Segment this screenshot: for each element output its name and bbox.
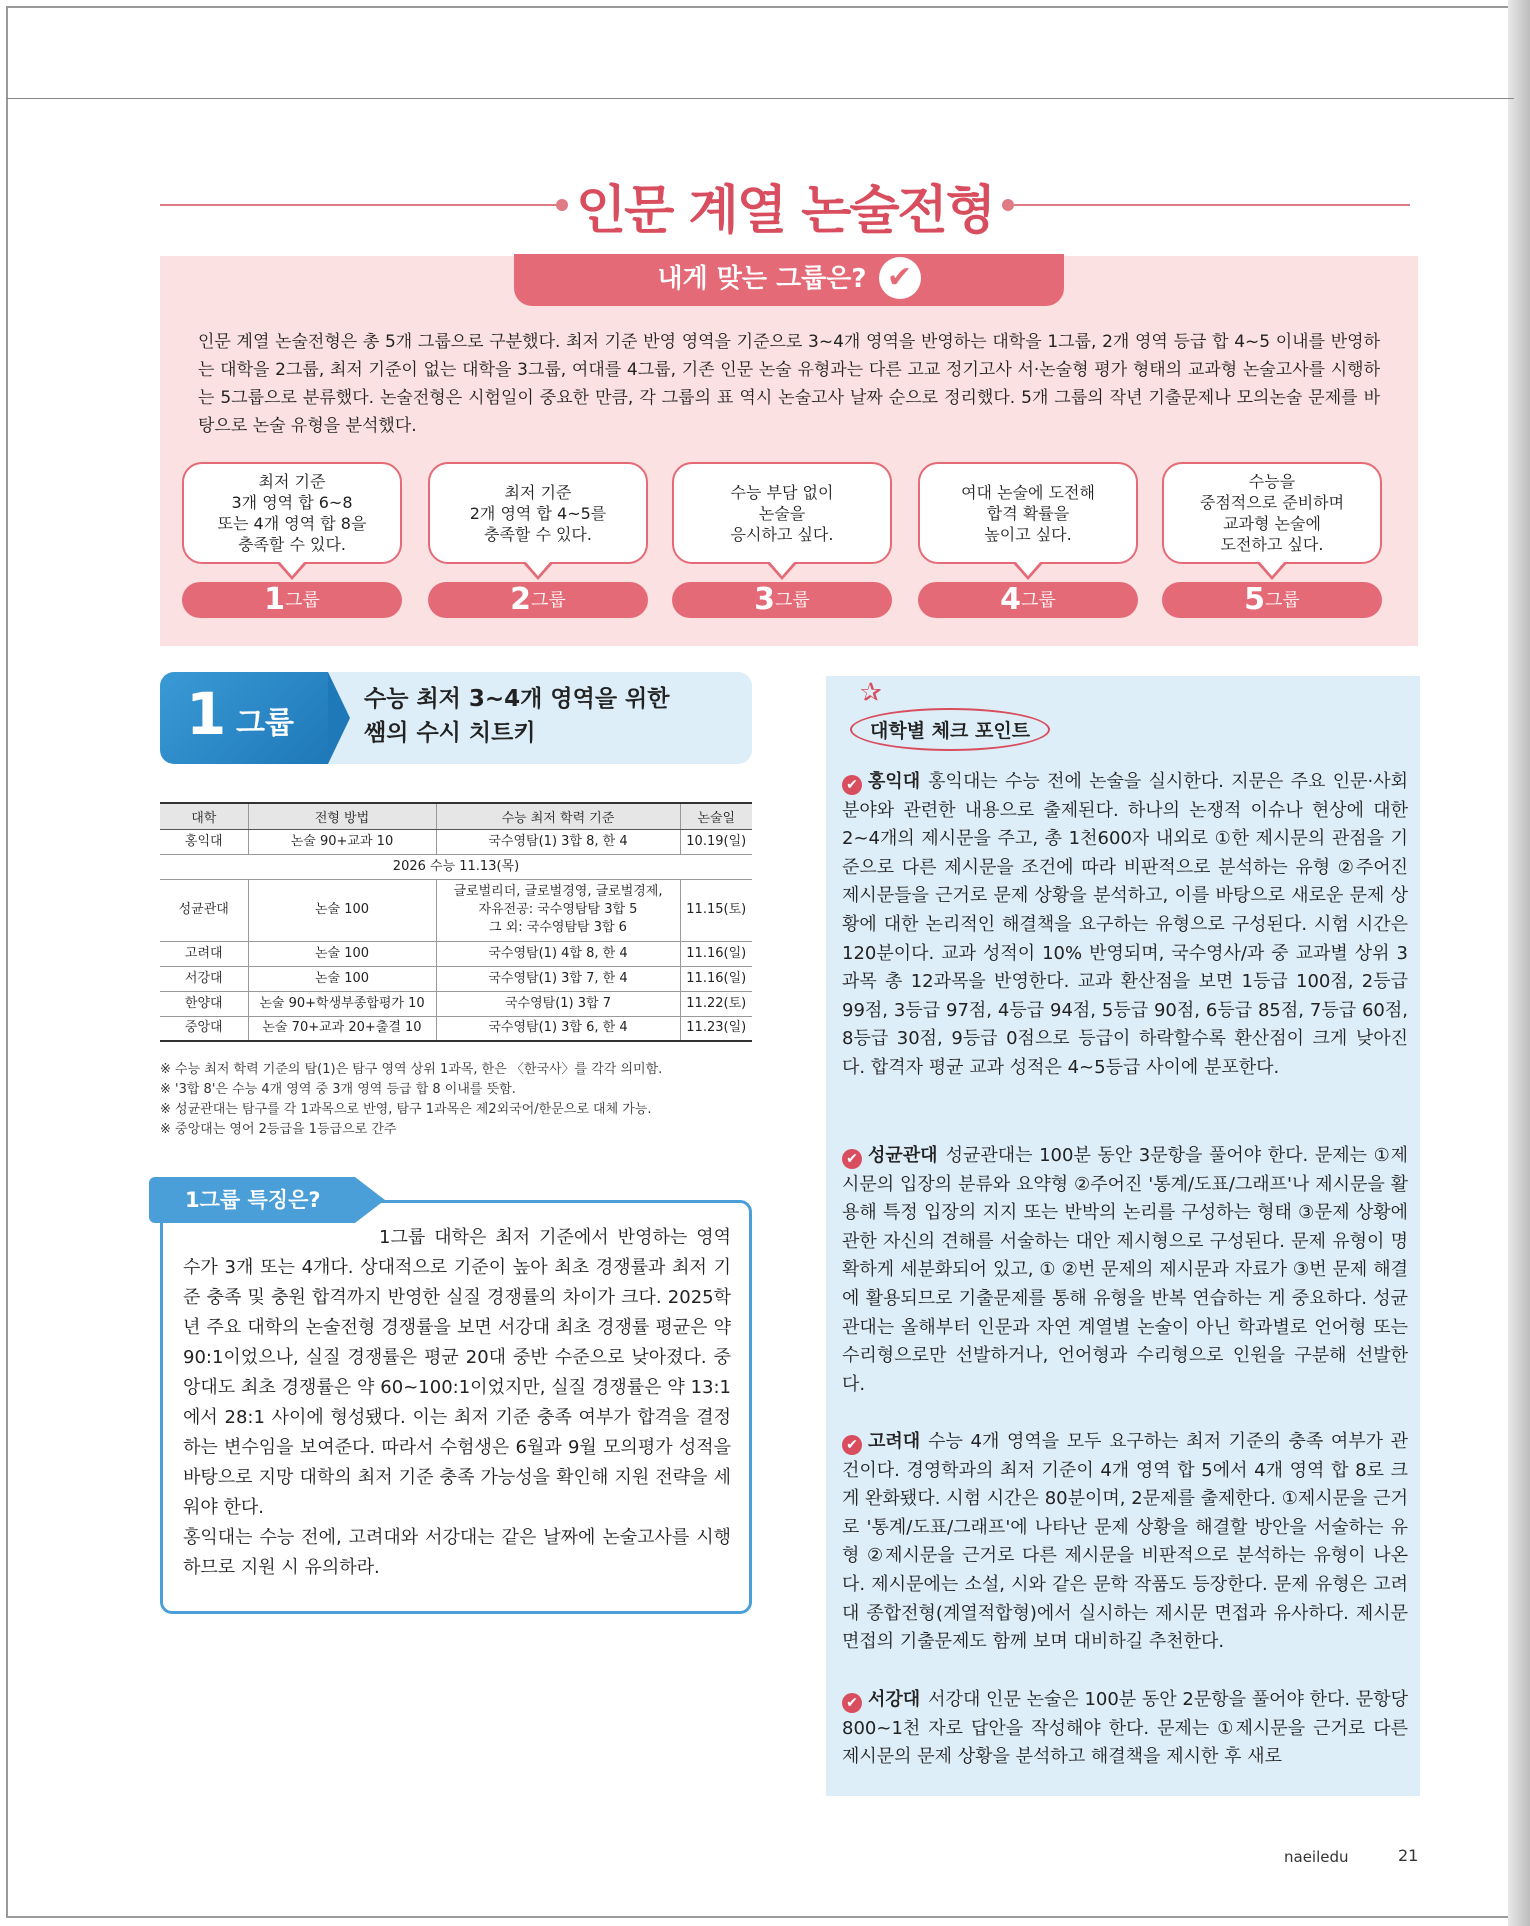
group-number: 4 (1000, 582, 1022, 617)
group-desc: 최저 기준 2개 영역 합 4~5를 충족할 수 있다. (469, 482, 607, 544)
bubble-tail-inner (1259, 561, 1285, 576)
page-number: 21 (1398, 1846, 1419, 1865)
criteria-line: 그 외: 국수영탐탐 3합 6 (489, 920, 627, 935)
group1-word: 그룹 (236, 706, 294, 741)
group-bubble (182, 462, 402, 564)
group-label (918, 582, 1138, 618)
checkpoint-skku (842, 1142, 1408, 1399)
page-edge-shadow (1508, 0, 1530, 1926)
group-label (428, 582, 648, 618)
check-icon: ✔ (842, 1693, 862, 1713)
checkpoint-hongik (842, 768, 1408, 1083)
group-card-3 (672, 462, 892, 618)
table-cell: 논술 100 (248, 966, 436, 991)
group-suffix: 그룹 (531, 590, 566, 611)
intro-text: 인문 계열 논술전형은 총 5개 그룹으로 구분했다. 최저 기준 반영 영역을 기준으로 3~4개 영역을 반영하는 대학을 1그룹, 2개 영역 등급 합 4~5 이내를 반영하는 대학을 2그룹, 최저 기준이 없는 대학을 3그룹, 여대를 4그룹, 기존 인문 논술 유형과는 다른 고교 정기고사 서·논술형 평가 형태의 교과형 논술고사를 시행하는 5그룹으로 분류했다. 논술전형은 시험일이 중요한 만큼, 각 그룹의 표 역시 논술고사 날짜 순으로 정리했다. 5개 그룹의 작년 기출문제나 모의논술 문제를 바탕으로 논술 유형을 분석했다. (198, 332, 1380, 436)
group1-header (160, 672, 752, 764)
table-header: 수능 최저 학력 기준 (436, 803, 680, 829)
table-header: 대학 (160, 803, 248, 829)
table-cell: 논술 70+교과 20+출결 10 (248, 1016, 436, 1041)
table-row (160, 966, 752, 991)
group-desc: 최저 기준 3개 영역 합 6~8 또는 4개 영역 합 8을 충족할 수 있다. (217, 472, 367, 554)
table-cell: 중앙대 (160, 1016, 248, 1041)
group-desc: 수능을 중점적으로 준비하며 교과형 논술에 도전하고 싶다. (1199, 472, 1345, 554)
checkpoint-title: 대학별 체크 포인트 (850, 708, 1050, 751)
bubble-tail-inner (279, 561, 305, 576)
table-cell: 11.23(일) (680, 1016, 752, 1041)
note-line: ※ 성균관대는 탐구를 각 1과목으로 반영, 탐구 1과목은 제2외국어/한문으로 대체 가능. (160, 1102, 652, 1117)
group-bubble (428, 462, 648, 564)
group-bubble (672, 462, 892, 564)
group-suffix: 그룹 (1265, 590, 1300, 611)
table-cell: 국수영탐(1) 3합 7 (436, 991, 680, 1016)
table-cell: 논술 100 (248, 941, 436, 966)
title-row (160, 168, 1410, 241)
group-label (672, 582, 892, 618)
criteria-line: 글로벌리더, 글로벌경영, 글로벌경제, (453, 884, 663, 899)
university-table (160, 802, 752, 1042)
check-icon: ✔ (842, 775, 862, 795)
checkpoint-text: 성균관대는 100분 동안 3문항을 풀어야 한다. 문제는 ①제시문의 입장의 분류와 요약형 ②주어진 '통계/도표/그래프'나 제시문을 활용해 특정 입장의 지지 또는 반박의 논리를 구성하는 형태 ③문제 상황에 관한 자신의 견해를 서술하는 대안 제시형으로 구성된다. 문제 유형이 명확하게 세분화되어 있고, ① ②번 문제의 제시문과 자료가 ③번 문제 해결에 활용되므로 기출문제를 통해 유형을 반복 연습하는 게 중요하다. 성균관대는 올해부터 인문과 자연 계열별 논술이 아닌 학과별로 언어형 또는 수리형으로만 선발하거나, 언어형과 수리형으로 인원을 구분해 선발한다. (842, 1145, 1408, 1395)
note-line: ※ 수능 최저 학력 기준의 탐(1)은 탐구 영역 상위 1과목, 한은 〈한국사〉를 각각 의미함. (160, 1062, 663, 1077)
star-icon: ✰ (860, 678, 882, 708)
group-card-2 (428, 462, 648, 618)
note-line: ※ 중앙대는 영어 2등급을 1등급으로 간주 (160, 1122, 397, 1137)
table-row (160, 829, 752, 854)
group-number: 3 (754, 582, 776, 617)
feature-paragraph-2: 홍익대는 수능 전에, 고려대와 서강대는 같은 날짜에 논술고사를 시행하므로 지원 시 유의하라. (183, 1527, 731, 1578)
table-cell: 10.19(일) (680, 829, 752, 854)
group1-headline-line2: 쌤의 수시 치트키 (364, 720, 536, 746)
table-cell: 성균관대 (160, 879, 248, 941)
table-row (160, 991, 752, 1016)
group1-headline (328, 672, 752, 764)
table-cell: 논술 90+교과 10 (248, 829, 436, 854)
feature-tab: 1그룹 특징은? (149, 1177, 355, 1223)
group-number: 5 (1244, 582, 1266, 617)
feature-text (183, 1223, 731, 1583)
group-suffix: 그룹 (1021, 590, 1056, 611)
intro-box (160, 256, 1418, 646)
group-suffix: 그룹 (775, 590, 810, 611)
checkpoint-university: 홍익대 (868, 771, 921, 792)
group-bubble (1162, 462, 1382, 564)
intro-tab (514, 254, 1064, 306)
table-header: 논술일 (680, 803, 752, 829)
check-icon: ✔ (842, 1149, 862, 1169)
title-line-right (1010, 204, 1410, 206)
table-row (160, 941, 752, 966)
page-title: 인문 계열 논술전형 (575, 181, 995, 241)
checkpoint-text: 홍익대는 수능 전에 논술을 실시한다. 지문은 주요 인문·사회 분야와 관련한 내용으로 출제된다. 하나의 논쟁적 이슈나 현상에 대한 2~4개의 제시문을 주고, 총 1천600자 내외로 ①한 제시문의 관점을 기준으로 다른 제시문을 조건에 따라 비판적으로 분석하는 유형 ②주어진 제시문들을 근거로 문제 상황을 분석하고, 이를 바탕으로 새로운 문제 상황에 대한 논리적인 해결책을 요구하는 유형으로 구성된다. 시험 시간은 120분이다. 교과 성적이 10% 반영되며, 국수영사/과 중 교과별 상위 3과목 총 12과목을 반영한다. 교과 환산점을 보면 1등급 100점, 2등급 99점, 3등급 97점, 4등급 94점, 5등급 90점, 6등급 85점, 7등급 60점, 8등급 30점, 9등급 0점으로 등급이 하락할수록 환산점이 크게 낮아진다. 합격자 평균 교과 성적은 4~5등급 사이에 분포한다. (842, 771, 1408, 1078)
table-cell: 11.22(토) (680, 991, 752, 1016)
table-row (160, 879, 752, 941)
footer-brand: naeiledu (1284, 1848, 1349, 1866)
group1-badge (160, 672, 328, 764)
bubble-tail-inner (1015, 561, 1041, 576)
group-label (182, 582, 402, 618)
table-cell: 고려대 (160, 941, 248, 966)
table-cell: 11.16(일) (680, 941, 752, 966)
group-desc: 여대 논술에 도전해 합격 확률을 높이고 싶다. (961, 482, 1095, 544)
checkpoint-text: 서강대 인문 논술은 100분 동안 2문항을 풀어야 한다. 문항당 800~1천 자로 답안을 작성해야 한다. 문제는 ①제시문을 근거로 다른 제시문의 문제 상황을 분석하고 해결책을 제시한 후 새로 (842, 1689, 1409, 1768)
bubble-tail-inner (769, 561, 795, 576)
group-number: 2 (510, 582, 532, 617)
group-bubble (918, 462, 1138, 564)
group1-number: 1 (186, 680, 227, 748)
table-cell: 국수영탐(1) 3합 7, 한 4 (436, 966, 680, 991)
check-icon: ✔ (842, 1435, 862, 1455)
table-cell: 홍익대 (160, 829, 248, 854)
checkpoint-university: 고려대 (868, 1431, 921, 1452)
table-cell: 한양대 (160, 991, 248, 1016)
group-card-5 (1162, 462, 1382, 618)
table-notes (160, 1060, 760, 1140)
table-header: 전형 방법 (248, 803, 436, 829)
table-cell: 11.15(토) (680, 879, 752, 941)
intro-tab-label: 내게 맞는 그룹은? (657, 264, 867, 294)
note-line: ※ '3합 8'은 수능 4개 영역 중 3개 영역 등급 합 8 이내를 뜻함. (160, 1082, 516, 1097)
table-cell: 서강대 (160, 966, 248, 991)
table-header-row (160, 803, 752, 829)
group-card-4 (918, 462, 1138, 618)
table-cell: 국수영탐(1) 3합 8, 한 4 (436, 829, 680, 854)
checkpoint-text: 수능 4개 영역을 모두 요구하는 최저 기준의 충족 여부가 관건이다. 경영학과의 최저 기준이 4개 영역 합 5에서 4개 영역 합 8로 크게 완화됐다. 시험 시간은 80분이며, 2문제를 출제한다. ①제시문을 근거로 '통계/도표/그래프'에 나타난 문제 상황을 해결할 방안을 서술하는 유형 ②제시문을 근거로 다른 제시문을 비판적으로 분석하는 유형이 나온다. 제시문에는 소설, 시와 같은 문학 작품도 등장한다. 문제 유형은 고려대 종합전형(계열적합형)에서 실시하는 제시문 면접과 유사하다. 제시문 면접의 기출문제도 함께 보며 대비하길 추천한다. (842, 1431, 1408, 1653)
table-cell: 논술 100 (248, 879, 436, 941)
check-circle-icon: ✔ (879, 257, 921, 299)
group-card-1 (182, 462, 402, 618)
feature-paragraph-1: 1그룹 대학은 최저 기준에서 반영하는 영역 수가 3개 또는 4개다. 상대적으로 기준이 높아 최초 경쟁률과 최저 기준 충족 및 충원 합격까지 반영한 실질 경쟁률의 차이가 크다. 2025학년 주요 대학의 논술전형 경쟁률을 보면 서강대 최초 경쟁률 평균은 약 90:1이었으나, 실질 경쟁률은 평균 20대 중반 수준으로 낮아졌다. 중앙대도 최초 경쟁률은 약 60~100:1이었지만, 실질 경쟁률은 약 13:1에서 28:1 사이에 형성됐다. 이는 최저 기준 충족 여부가 합격을 결정하는 변수임을 보여준다. 따라서 수험생은 6월과 9월 모의평가 성적을 바탕으로 지망 대학의 최저 기준 충족 가능성을 확인해 지원 전략을 세워야 한다. (183, 1227, 731, 1518)
checkpoint-column (826, 676, 1420, 1796)
group-number: 1 (264, 582, 286, 617)
group-desc: 수능 부담 없이 논술을 응시하고 싶다. (730, 482, 834, 544)
bubble-tail-inner (525, 561, 551, 576)
group-suffix: 그룹 (285, 590, 320, 611)
checkpoint-university: 성균관대 (868, 1145, 938, 1166)
table-cell-multiline (436, 879, 680, 941)
group-label (1162, 582, 1382, 618)
group1-arrow (328, 672, 350, 764)
checkpoint-university: 서강대 (868, 1689, 921, 1710)
table-cell: 국수영탐(1) 4합 8, 한 4 (436, 941, 680, 966)
table-row (160, 1016, 752, 1041)
table-cell: 11.16(일) (680, 966, 752, 991)
checkpoint-korea (842, 1428, 1408, 1657)
suneung-date: 2026 수능 11.13(목) (160, 854, 752, 879)
table-cell: 국수영탐(1) 3합 6, 한 4 (436, 1016, 680, 1041)
group1-feature-box (160, 1188, 752, 1614)
table-divider-row (160, 854, 752, 879)
group1-headline-line1: 수능 최저 3~4개 영역을 위한 (364, 686, 670, 712)
checkpoint-sogang (842, 1686, 1408, 1772)
table-cell: 논술 90+학생부종합평가 10 (248, 991, 436, 1016)
top-rule (6, 98, 1514, 99)
criteria-line: 자유전공: 국수영탐탐 3합 5 (478, 902, 638, 917)
